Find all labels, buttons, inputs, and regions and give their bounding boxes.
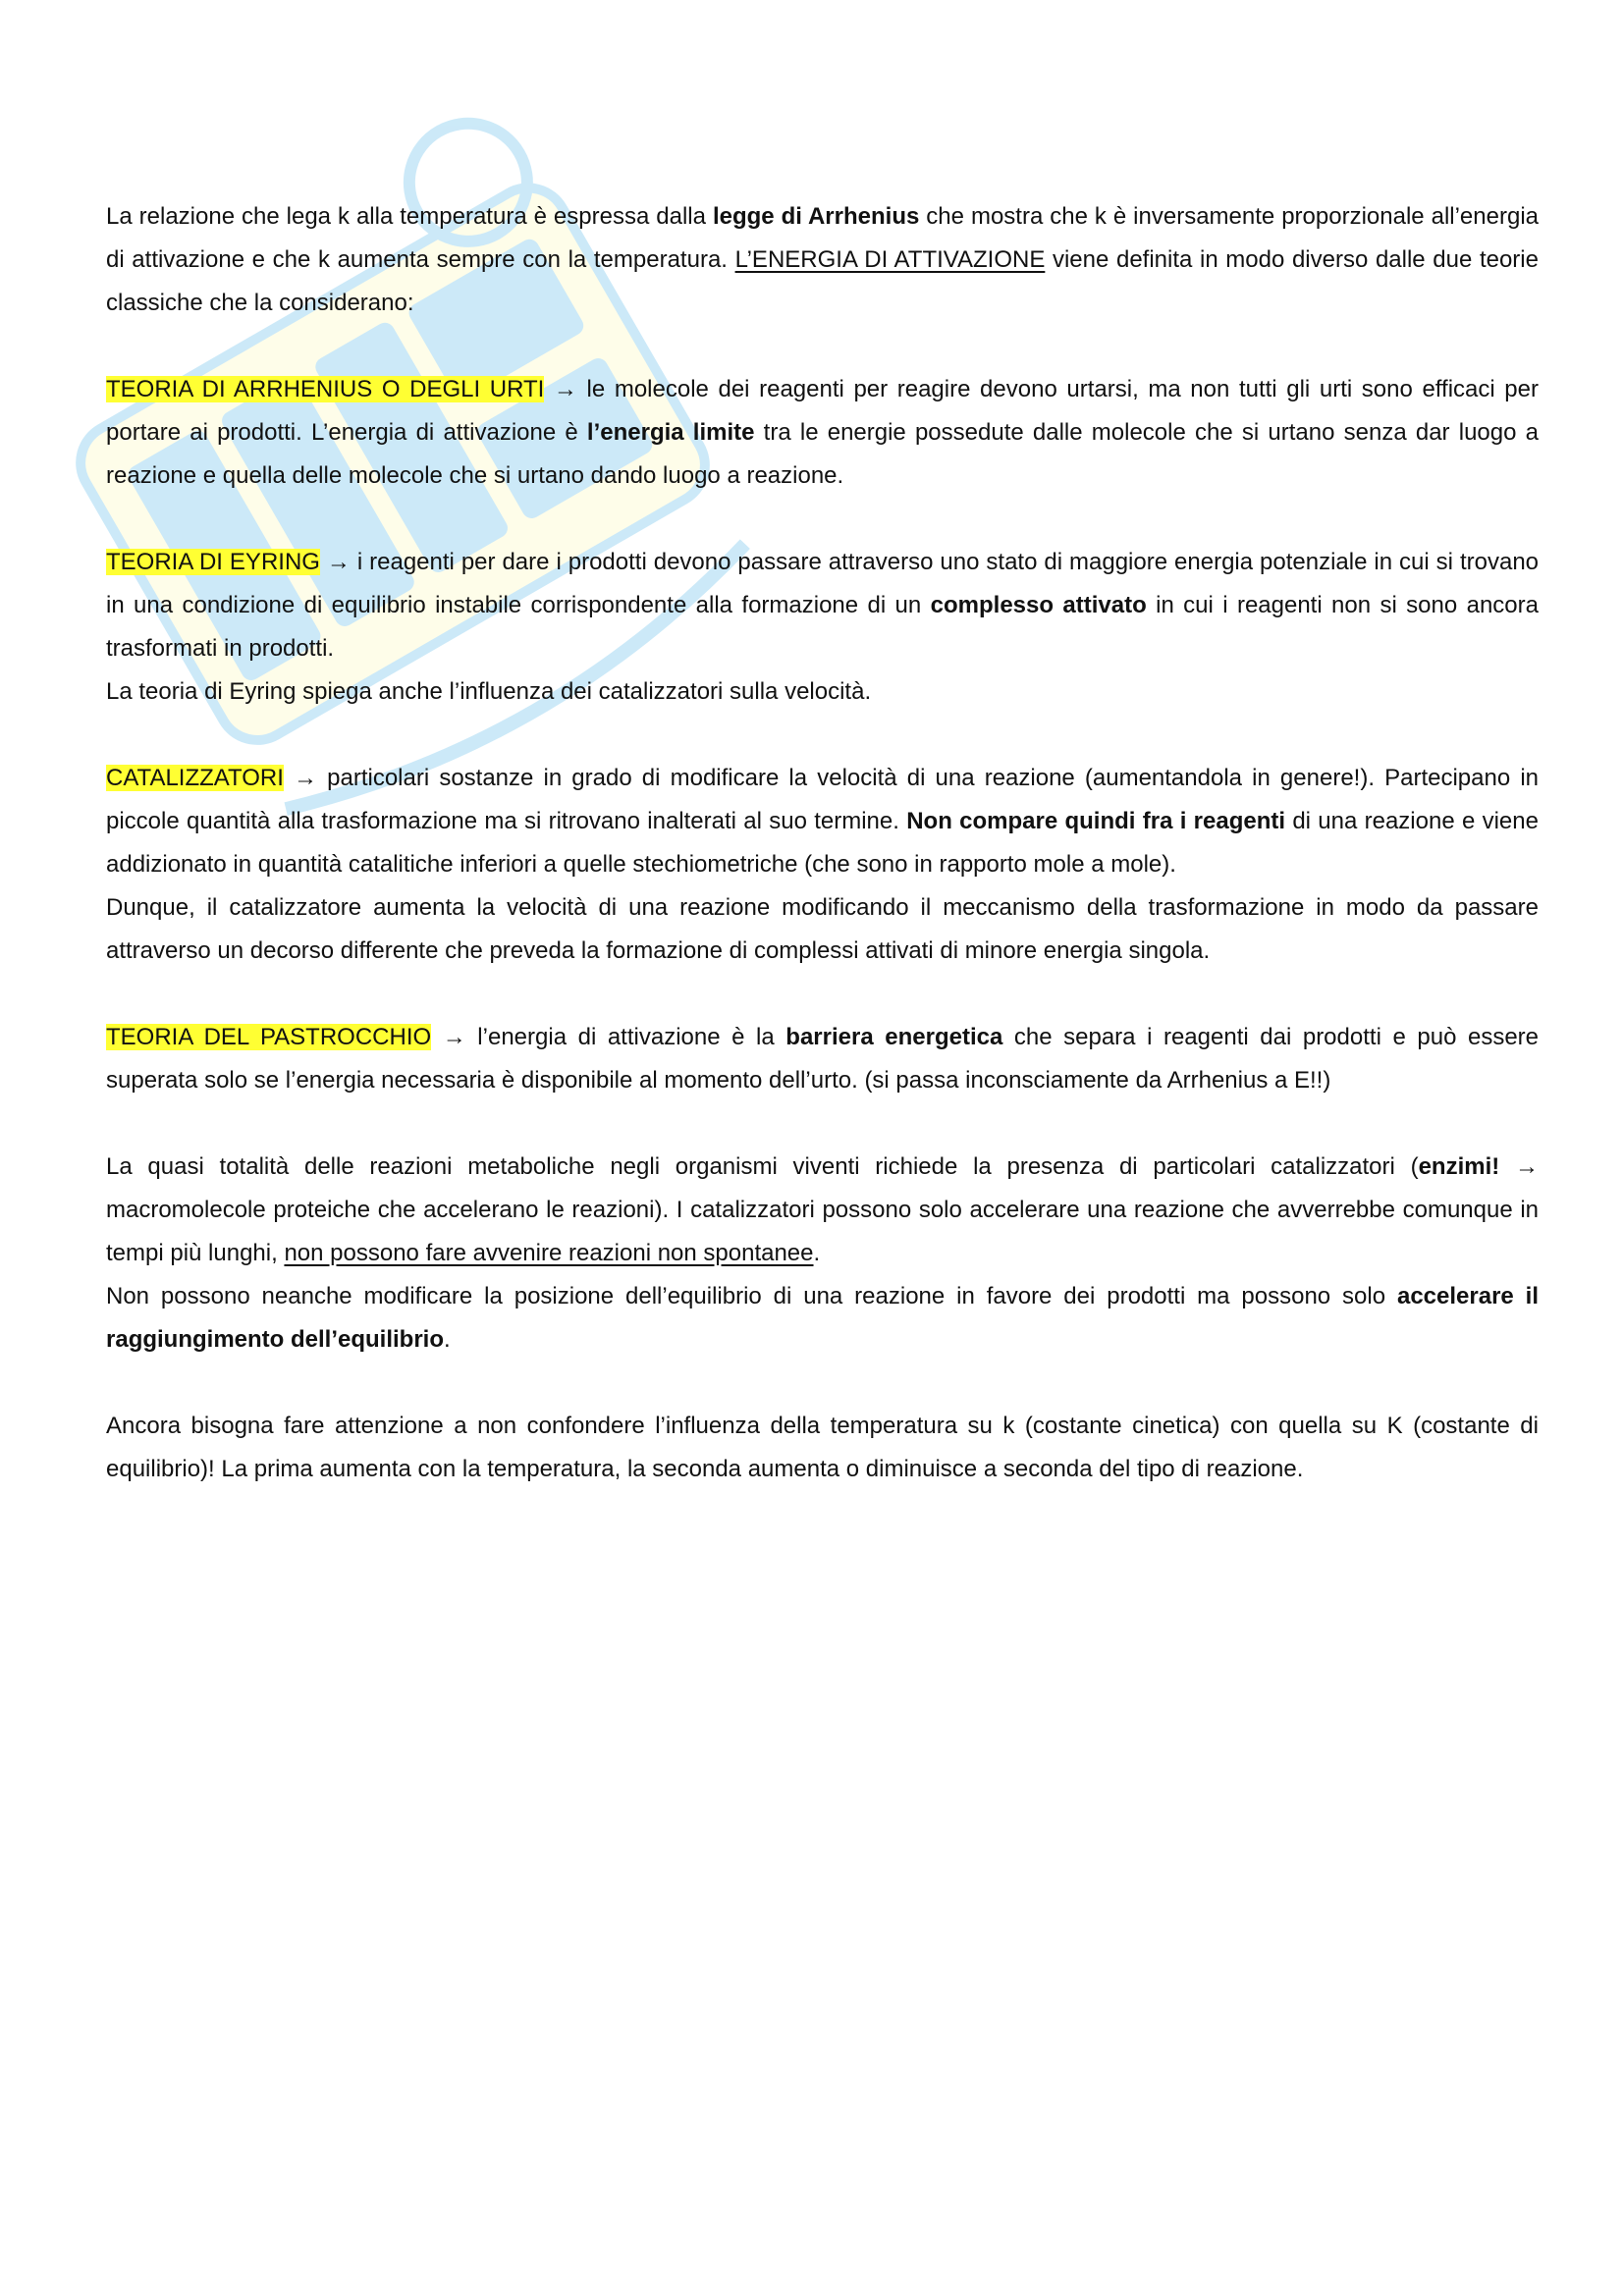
paragraph-equilibrio xyxy=(106,1275,1539,1362)
text-run: → le molecole dei reagenti per reagire devono urtarsi, ma non tutti gli urti sono efficaci per portare ai prodotti. L’energia di attivazione è xyxy=(106,376,1539,446)
paragraph-teoria-urti xyxy=(106,368,1539,498)
paragraph-eyring-catalizzatori xyxy=(106,670,1539,714)
text-run: viene definita in modo diverso dalle due teorie classiche che la considerano: xyxy=(106,246,1539,316)
text-run: → i reagenti per dare i prodotti devono passare attraverso uno stato di maggiore energia potenziale in cui si trovano in una condizione di equilibrio instabile corrispondente alla formazione di un xyxy=(106,549,1540,618)
text-run: di una reazione e viene addizionato in quantità catalitiche inferiori a quelle stechiometriche (che sono in rapporto mole a mole). xyxy=(106,808,1539,878)
text-run: Dunque, il catalizzatore aumenta la velocità di una reazione modificando il meccanismo della trasformazione in modo da passare attraverso un decorso differente che preveda la formazione di complessi attivati di minore energia singola. xyxy=(106,894,1539,964)
paragraph-teoria-eyring xyxy=(106,541,1539,670)
paragraph-costanti xyxy=(106,1405,1539,1491)
paragraph-gap xyxy=(106,1102,1539,1146)
bold-term: legge di Arrhenius xyxy=(712,203,920,230)
paragraph-catalizzatore-meccanismo xyxy=(106,886,1539,973)
text-run: tra le energie possedute dalle molecole che si urtano senza dar luogo a reazione e quella delle molecole che si urtano dando luogo a reazione. xyxy=(106,419,1539,489)
bold-term: barriera energetica xyxy=(785,1024,1003,1050)
text-run: La quasi totalità delle reazioni metaboliche negli organismi viventi richiede la presenza di particolari catalizzatori ( xyxy=(106,1153,1419,1180)
text-run: Non possono neanche modificare la posizione dell’equilibrio di una reazione in favore dei prodotti ma possono solo xyxy=(106,1283,1397,1309)
underlined-phrase: L’ENERGIA DI ATTIVAZIONE xyxy=(734,246,1046,273)
paragraph-gap xyxy=(106,498,1539,541)
bold-term: complesso attivato xyxy=(930,592,1147,618)
text-run: La relazione che lega k alla temperatura è espressa dalla xyxy=(106,203,713,230)
paragraph-gap xyxy=(106,973,1539,1016)
text-run: . xyxy=(813,1240,821,1266)
section-heading: TEORIA DEL PASTROCCHIO xyxy=(106,1024,432,1050)
bold-term: accelerare il raggiungimento dell’equilibrio xyxy=(106,1283,1539,1353)
text-run: che mostra che k è inversamente proporzionale all’energia di attivazione e che k aumenta sempre con la temperatura. xyxy=(106,203,1539,273)
text-run: in cui i reagenti non si sono ancora trasformati in prodotti. xyxy=(106,592,1539,662)
text-run: che separa i reagenti dai prodotti e può essere superata solo se l’energia necessaria è disponibile al momento dell’urto. (si passa inconsciamente da Arrhenius a E!!) xyxy=(106,1024,1540,1094)
text-run: Ancora bisogna fare attenzione a non confondere l’influenza della temperatura su k (costante cinetica) con quella su K (costante di equilibrio)! La prima aumenta con la temperatura, la seconda aumenta o diminuisce a seconda del tipo di reazione. xyxy=(106,1413,1539,1482)
paragraph-gap xyxy=(106,714,1539,757)
paragraph-gap xyxy=(106,1362,1539,1405)
document-body xyxy=(106,195,1539,1491)
text-run: → macromolecole proteiche che accelerano le reazioni). I catalizzatori possono solo accelerare una reazione che avverrebbe comunque in tempi più lunghi, xyxy=(106,1153,1539,1266)
paragraph-arrhenius-intro xyxy=(106,195,1539,325)
paragraph-enzimi xyxy=(106,1146,1539,1275)
text-run: . xyxy=(444,1326,451,1353)
bold-term: l’energia limite xyxy=(586,419,755,446)
text-run: → particolari sostanze in grado di modificare la velocità di una reazione (aumentandola in genere!). Partecipano in piccole quantità alla trasformazione ma si ritrovano inalterati al suo termine. xyxy=(106,765,1539,834)
section-heading: TEORIA DI ARRHENIUS O DEGLI URTI xyxy=(106,376,545,402)
section-heading: TEORIA DI EYRING xyxy=(106,549,320,575)
bold-term: Non compare quindi fra i reagenti xyxy=(906,808,1286,834)
text-run: → l’energia di attivazione è la xyxy=(431,1024,786,1050)
text-run: La teoria di Eyring spiega anche l’influenza dei catalizzatori sulla velocità. xyxy=(106,678,872,705)
section-heading: CATALIZZATORI xyxy=(106,765,284,791)
paragraph-teoria-pastrocchio xyxy=(106,1016,1539,1102)
paragraph-gap xyxy=(106,325,1539,368)
bold-term: enzimi! xyxy=(1418,1153,1500,1180)
underlined-phrase: non possono fare avvenire reazioni non spontanee xyxy=(284,1240,814,1266)
paragraph-catalizzatori xyxy=(106,757,1539,886)
